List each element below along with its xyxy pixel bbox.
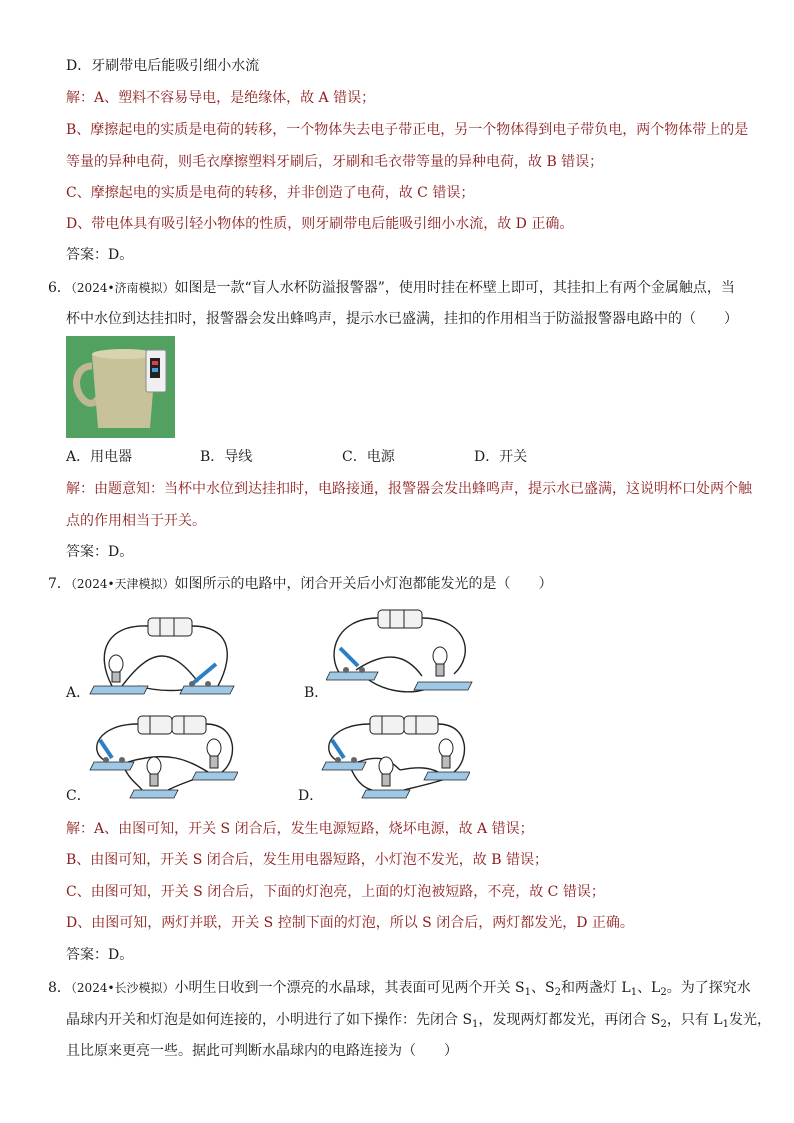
- q7-number: 7．: [48, 576, 71, 592]
- q7-answer: 答案：D。: [66, 947, 134, 963]
- q7-explanation-d: D、由图可知，两灯并联，开关 S 控制下面的灯泡，所以 S 闭合后，两灯都发光，D 正确。: [66, 915, 634, 931]
- subscript: 1: [524, 987, 531, 998]
- subscript: 2: [660, 987, 667, 998]
- q6-number: 6．: [48, 280, 71, 296]
- q5-option-d: D．牙刷带电后能吸引细小水流: [66, 58, 260, 74]
- q6-stem1: 如图是一款“盲人水杯防溢报警器”，使用时挂在杯壁上即可，其挂扣上有两个金属触点，当: [174, 280, 735, 296]
- subscript: 1: [472, 1019, 479, 1030]
- q6-stem-line1: [48, 278, 735, 298]
- subscript: 2: [660, 1019, 667, 1030]
- q8-text: 发光，: [728, 1012, 771, 1028]
- q6-source: （2024•济南模拟）: [70, 281, 175, 295]
- circuit-diagram-b: [326, 604, 476, 696]
- q8-text: 、S: [530, 980, 555, 996]
- q8-number: 8．: [48, 980, 71, 996]
- q7-label-b: B．: [304, 685, 329, 701]
- q6-option-b: B．导线: [200, 449, 253, 465]
- q5-explanation-b1: B、摩擦起电的实质是电荷的转移，一个物体失去电子带正电，另一个物体得到电子带负电，两个物体带上的是: [66, 122, 749, 138]
- q8-text: 小明生日收到一个漂亮的水晶球，其表面可见两个开关 S: [174, 980, 525, 996]
- subscript: 2: [554, 987, 561, 998]
- q6-explanation-1: 解：由题意知：当杯中水位到达挂扣时，电路接通，报警器会发出蜂鸣声，提示水已盛满，这说明杯口处两个触: [66, 481, 752, 497]
- q8-source: （2024•长沙模拟）: [70, 981, 175, 995]
- subscript: 1: [722, 1019, 729, 1030]
- q6-stem-line2: 杯中水位到达挂扣时，报警器会发出蜂鸣声，提示水已盛满，挂扣的作用相当于防溢报警器电路中的（ ）: [66, 311, 738, 327]
- circuit-diagram-a: [88, 612, 238, 696]
- q8-stem-line3: 且比原来更亮一些。据此可判断水晶球内的电路连接为（ ）: [66, 1043, 458, 1059]
- q6-option-c: C．电源: [342, 449, 395, 465]
- q8-stem-line2: [66, 1010, 771, 1035]
- q7-label-a: A．: [66, 685, 91, 701]
- q7-stem-text: 如图所示的电路中，闭合开关后小灯泡都能发光的是（ ）: [174, 576, 553, 592]
- q5-answer: 答案：D。: [66, 247, 134, 263]
- q7-explanation-b: B、由图可知，开关 S 闭合后，发生用电器短路，小灯泡不发光，故 B 错误；: [66, 852, 548, 868]
- subscript: 1: [630, 987, 638, 998]
- q7-stem: [48, 574, 553, 594]
- q7-source: （2024•天津模拟）: [70, 577, 175, 591]
- q8-text: 、L: [637, 980, 661, 996]
- q6-option-a: A．用电器: [66, 449, 133, 465]
- q8-text: 晶球内开关和灯泡是如何连接的，小明进行了如下操作：先闭合 S: [66, 1012, 473, 1028]
- cup-alarm-photo: [66, 336, 175, 438]
- q6-answer: 答案：D。: [66, 544, 134, 560]
- circuit-diagram-c: [88, 710, 238, 802]
- q6-option-d: D．开关: [474, 449, 528, 465]
- q7-label-c: C．: [66, 788, 91, 804]
- q7-explanation-c: C、由图可知，开关 S 闭合后，下面的灯泡亮，上面的灯泡被短路，不亮，故 C 错误；: [66, 884, 605, 900]
- q7-label-d: D．: [298, 788, 324, 804]
- q8-text: ，只有 L: [666, 1012, 723, 1028]
- q8-text: ，发现两灯都发光，再闭合 S: [478, 1012, 661, 1028]
- q8-text: 和两盏灯 L: [560, 980, 631, 996]
- circuit-diagram-d: [320, 710, 470, 802]
- q8-stem-line1: [48, 978, 751, 1003]
- q5-explanation-a: 解：A、塑料不容易导电，是绝缘体，故 A 错误；: [66, 90, 376, 106]
- q5-explanation-b2: 等量的异种电荷，则毛衣摩擦塑料牙刷后，牙刷和毛衣带等量的异种电荷，故 B 错误；: [66, 154, 604, 170]
- q7-explanation-a: 解：A、由图可知，开关 S 闭合后，发生电源短路，烧坏电源，故 A 错误；: [66, 821, 534, 837]
- q5-explanation-d: D、带电体具有吸引轻小物体的性质，则牙刷带电后能吸引细小水流，故 D 正确。: [66, 216, 574, 232]
- q8-text: 。为了探究水: [666, 980, 751, 996]
- q5-explanation-c: C、摩擦起电的实质是电荷的转移，并非创造了电荷，故 C 错误；: [66, 185, 475, 201]
- q6-explanation-2: 点的作用相当于开关。: [66, 513, 206, 529]
